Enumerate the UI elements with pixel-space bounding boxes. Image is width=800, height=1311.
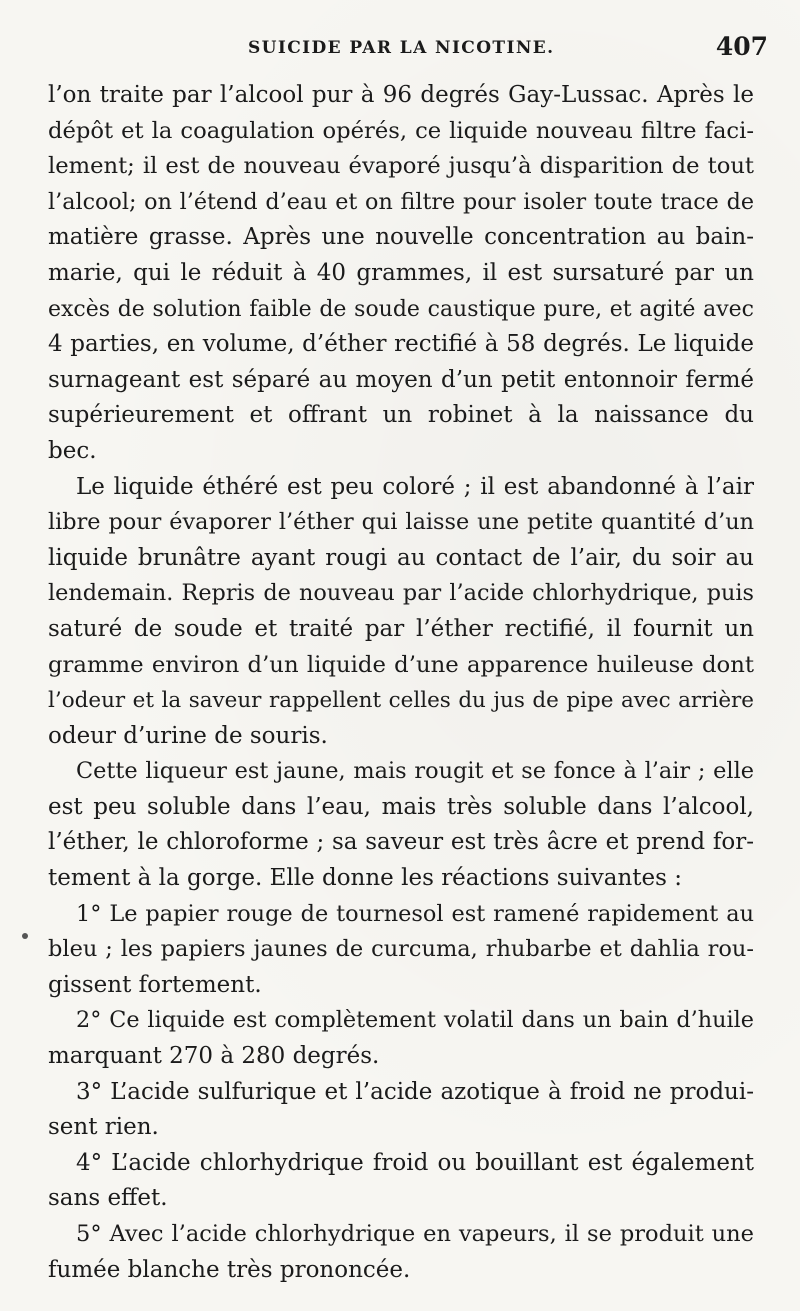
text-line: l’on traite par l’alcool pur à 96 degrés Gay-Lussac. Après le xyxy=(48,82,754,108)
body-text xyxy=(48,78,754,1288)
text-line: lendemain. Repris de nouveau par l’acide chlorhydrique, puis xyxy=(48,580,754,607)
text-line: marquant 270 à 280 degrés. xyxy=(48,1043,380,1070)
page-number: 407 xyxy=(715,32,768,61)
running-title: SUICIDE PAR LA NICOTINE. xyxy=(248,38,555,58)
text-line: 5° Avec l’acide chlorhydrique en vapeurs, il se produit une xyxy=(76,1221,754,1247)
text-line: 2° Ce liquide est complètement volatil dans un bain d’huile xyxy=(76,1007,754,1034)
ink-spot xyxy=(22,933,28,939)
text-line: l’éther, le chloroforme ; sa saveur est très âcre et prend for- xyxy=(48,829,754,856)
text-line: Cette liqueur est jaune, mais rougit et se fonce à l’air ; elle xyxy=(76,758,754,785)
text-line: dépôt et la coagulation opérés, ce liquide nouveau filtre faci- xyxy=(48,117,754,144)
text-line: gissent fortement. xyxy=(48,971,262,998)
text-line: sent rien. xyxy=(48,1114,159,1141)
text-line: Le liquide éthéré est peu coloré ; il est abandonné à l’air xyxy=(76,473,754,500)
text-line: liquide brunâtre ayant rougi au contact de l’air, du soir au xyxy=(48,544,754,571)
text-line: bleu ; les papiers jaunes de curcuma, rhubarbe et dahlia rou- xyxy=(48,936,754,963)
text-line: est peu soluble dans l’eau, mais très soluble dans l’alcool, xyxy=(48,793,754,820)
text-line: sans effet. xyxy=(48,1185,168,1212)
text-line: libre pour évaporer l’éther qui laisse une petite quantité d’un xyxy=(48,509,754,536)
text-line: tement à la gorge. Elle donne les réactions suivantes : xyxy=(48,865,682,892)
text-line: matière grasse. Après une nouvelle concentration au bain- xyxy=(48,224,754,251)
text-line: excès de solution faible de soude caustique pure, et agité avec xyxy=(48,296,754,322)
text-line: 1° Le papier rouge de tournesol est ramené rapidement au xyxy=(76,900,754,927)
running-head xyxy=(48,34,768,68)
text-line: bec. xyxy=(48,437,97,464)
text-line: lement; il est de nouveau évaporé jusqu’à disparition de tout xyxy=(48,153,754,180)
text-line: surnageant est séparé au moyen d’un petit entonnoir fermé xyxy=(48,366,754,393)
text-line: gramme environ d’un liquide d’une apparence huileuse dont xyxy=(48,651,754,678)
text-line: supérieurement et offrant un robinet à la naissance du xyxy=(48,402,754,429)
text-line: marie, qui le réduit à 40 grammes, il est sursaturé par un xyxy=(48,259,754,286)
text-line: 3° L’acide sulfurique et l’acide azotique à froid ne produi- xyxy=(76,1078,754,1105)
text-line: l’alcool; on l’étend d’eau et on filtre pour isoler toute trace de xyxy=(48,188,754,215)
text-line: 4 parties, en volume, d’éther rectifié à 58 degrés. Le liquide xyxy=(48,331,754,358)
text-line: 4° L’acide chlorhydrique froid ou bouillant est également xyxy=(76,1149,754,1176)
text-line: fumée blanche très prononcée. xyxy=(48,1256,411,1283)
text-line: saturé de soude et traité par l’éther rectifié, il fournit un xyxy=(48,615,754,642)
text-line: odeur d’urine de souris. xyxy=(48,722,328,749)
text-line: l’odeur et la saveur rappellent celles du jus de pipe avec arrière xyxy=(48,688,754,714)
